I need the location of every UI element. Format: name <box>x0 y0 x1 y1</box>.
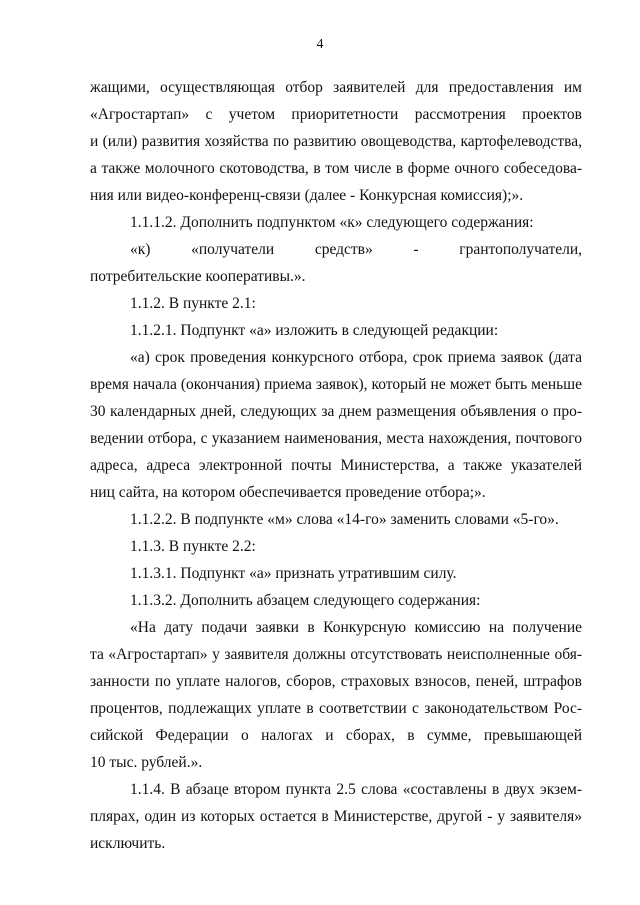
text-line: а также молочного скотоводства, в том числе в форме очного собеседова- <box>90 160 582 177</box>
text-line: ния или видео-конференц-связи (далее - Конкурсная комиссия);». <box>90 187 524 204</box>
text-line: «На дату подачи заявки в Конкурсную комиссию на получение <box>130 619 582 636</box>
text-line: 1.1.2. В пункте 2.1: <box>130 295 256 312</box>
text-line: процентов, подлежащих уплате в соответствии с законодательством Рос- <box>90 700 582 717</box>
text-line: адреса, адреса электронной почты Министерства, а также указателей <box>90 457 582 474</box>
text-line: 1.1.4. В абзаце втором пункта 2.5 слова «составлены в двух экзем- <box>130 781 582 798</box>
text-line: потребительские кооперативы.». <box>90 268 306 285</box>
text-line: ниц сайта, на котором обеспечивается проведение отбора;». <box>90 484 486 501</box>
text-line: занности по уплате налогов, сборов, страховых взносов, пеней, штрафов <box>90 673 582 690</box>
text-line: время начала (окончания) приема заявок), который не может быть меньше <box>90 376 582 393</box>
text-line: «к) «получатели средств» - грантополучатели, <box>130 241 582 258</box>
text-line: ведении отбора, с указанием наименования, места нахождения, почтового <box>90 430 582 447</box>
text-line: плярах, один из которых остается в Министерстве, другой - у заявителя» <box>90 808 582 825</box>
text-line: 1.1.2.1. Подпункт «а» изложить в следующей редакции: <box>130 322 499 339</box>
text-line: 1.1.2.2. В подпункте «м» слова «14-го» заменить словами «5-го». <box>130 511 559 528</box>
text-line: сийской Федерации о налогах и сборах, в сумме, превышающей <box>90 727 582 744</box>
text-line: и (или) развития хозяйства по развитию овощеводства, картофелеводства, <box>90 133 582 150</box>
text-line: 10 тыс. рублей.». <box>90 754 203 771</box>
text-line: «а) срок проведения конкурсного отбора, срок приема заявок (дата <box>130 349 582 366</box>
text-line: 1.1.3.1. Подпункт «а» признать утратившим силу. <box>130 565 457 582</box>
text-line: 1.1.3. В пункте 2.2: <box>130 538 256 555</box>
text-line: «Агростартап» с учетом приоритетности рассмотрения проектов <box>90 106 582 123</box>
text-line: 1.1.3.2. Дополнить абзацем следующего содержания: <box>130 592 481 609</box>
text-line: 30 календарных дней, следующих за днем размещения объявления о про- <box>90 403 582 420</box>
text-line: та «Агростартап» у заявителя должны отсутствовать неисполненные обя- <box>90 646 582 663</box>
text-line: жащими, осуществляющая отбор заявителей для предоставления им <box>90 79 582 96</box>
text-line: исключить. <box>90 835 166 852</box>
text-line: 1.1.1.2. Дополнить подпунктом «к» следующего содержания: <box>130 214 534 231</box>
page-number: 4 <box>316 37 324 52</box>
